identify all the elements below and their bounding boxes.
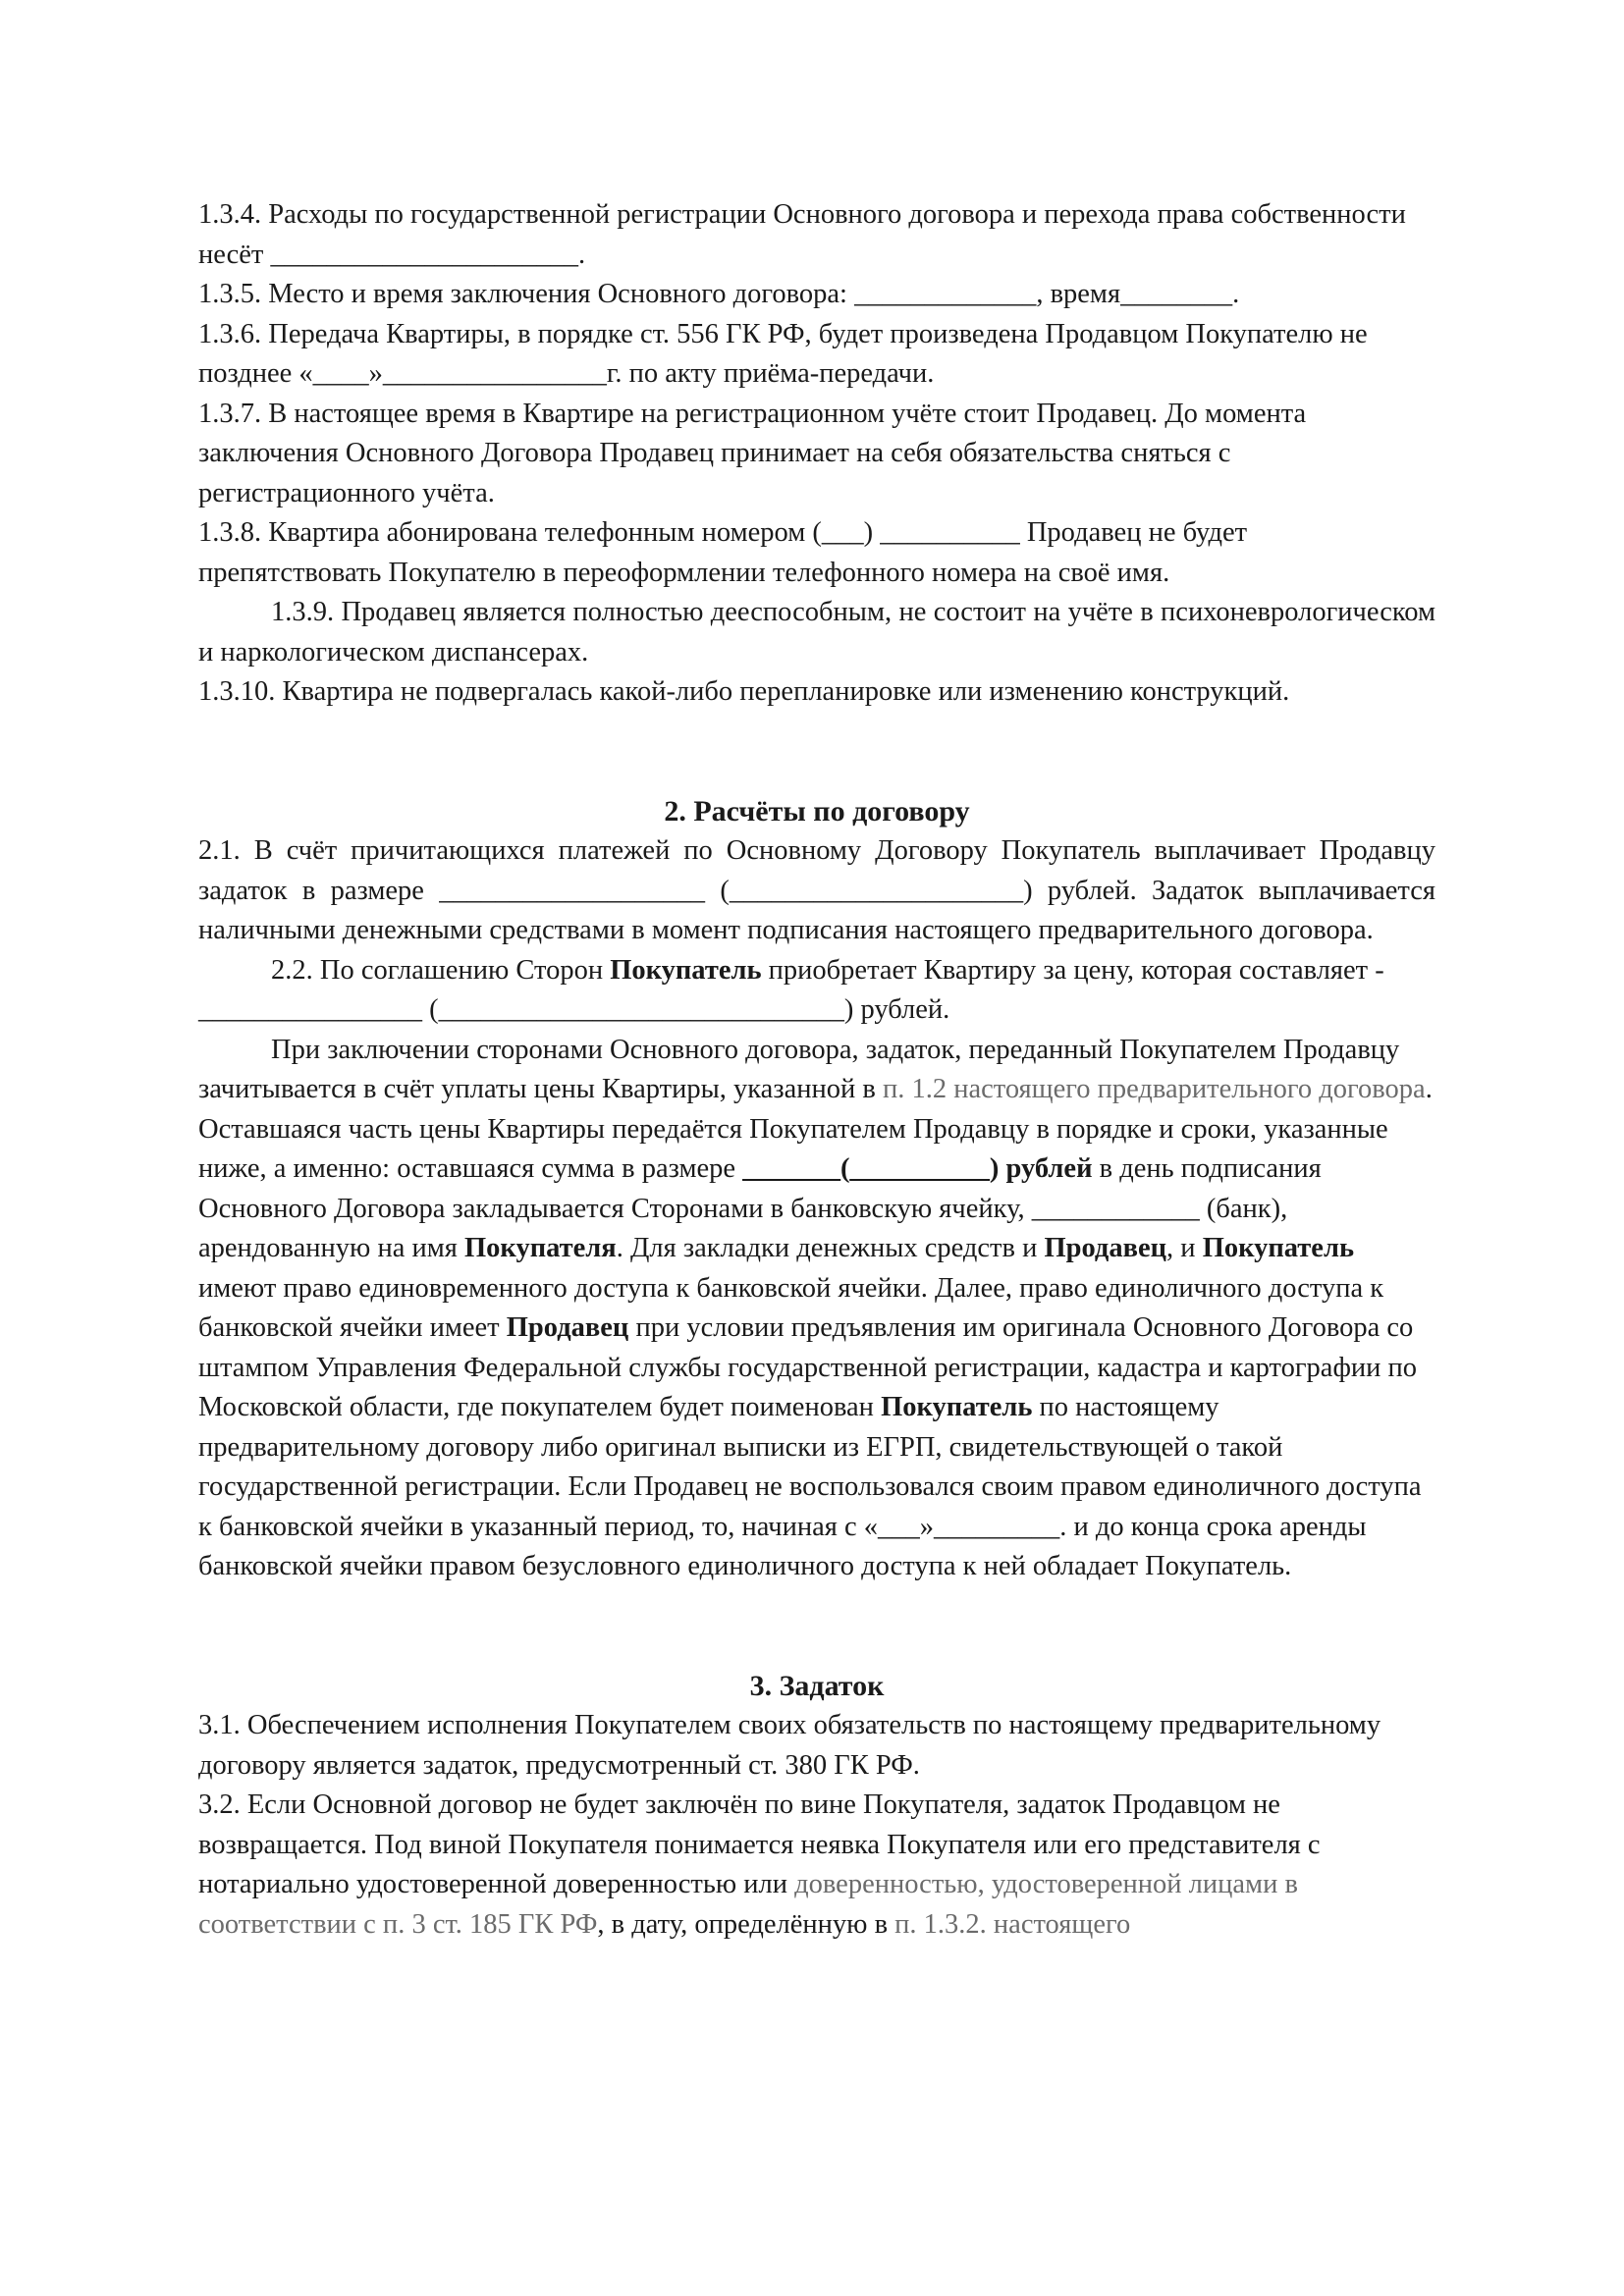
section-3-heading: 3. Задаток xyxy=(749,1669,885,1702)
clause-1-3-5: 1.3.5. Место и время заключения Основного договора: _____________, время________. xyxy=(198,279,1240,309)
clause-2-3-bold-buyer: Покупателя xyxy=(464,1233,617,1263)
clause-2-3-text-7: при условии предъявления им оригинала Основного Договора со штампом Управления Федеральной службы государственной регистрации, кадастра и картографии по Московской области, где покупателем будет поименован xyxy=(198,1312,1418,1422)
clause-3-2-text-2: , в дату, определённую в xyxy=(597,1908,895,1940)
clause-1-3-7: 1.3.7. В настоящее время в Квартире на регистрационном учёте стоит Продавец. До момента заключения Основного Договора Продавец принимает на себя обязательства сняться с регистрационного учёта. xyxy=(198,398,1307,508)
clause-1-3-4: 1.3.4. Расходы по государственной регистрации Основного договора и перехода права собственности несёт ______________________. xyxy=(198,199,1406,270)
clause-2-3-text-8: по настоящему предварительному договору либо оригинал выписки из ЕГРП, свидетельствующей о такой государственной регистрации. Если Продавец не воспользовался своим правом единоличного доступа к банковской ячейки в указанный период, то, начиная с «___»_________. и до конца срока аренды банковской ячейки правом безусловного единоличного доступа к ней обладает Покупатель. xyxy=(198,1392,1422,1581)
clause-2-2-text-1: 2.2. По соглашению Сторон xyxy=(271,954,611,986)
clause-2-3-bold-amount: _______(__________) рублей xyxy=(742,1153,1093,1184)
clause-2-2-bold-buyer: Покупатель xyxy=(610,954,762,986)
clause-1-3-9: 1.3.9. Продавец является полностью дееспособным, не состоит на учёте в психоневрологическом и наркологическом диспансерах. xyxy=(198,597,1435,667)
clause-2-3-text-2: . Оставшаяся часть цены Квартиры передаётся Покупателем Продавцу в порядке и сроки, указанные ниже, а именно: оставшаяся сумма в размере xyxy=(198,1074,1433,1184)
clause-2-3-bold-seller: Продавец xyxy=(1044,1233,1167,1263)
clause-2-1: 2.1. В счёт причитающихся платежей по Основному Договору Покупатель выплачивает Продавцу задаток в размере ___________________ (_____________________) рублей. Задаток выплачивается наличными денежными средствами в момент подписания настоящего предварительного договора. xyxy=(198,835,1435,945)
clause-3-2-reference-2: п. 1.3.2. настоящего xyxy=(894,1908,1131,1940)
clause-2-3-bold-seller-2: Продавец xyxy=(506,1312,629,1343)
clause-1-3-6: 1.3.6. Передача Квартиры, в порядке ст. 556 ГК РФ, будет произведена Продавцом Покупателю не позднее «____»________________г. по акту приёма-передачи. xyxy=(198,318,1368,389)
clause-2-3-text-1: При заключении сторонами Основного договора, задаток, переданный Покупателем Продавцу зачитывается в счёт уплаты цены Квартиры, указанной в xyxy=(198,1034,1400,1104)
clause-2-3-text-4: . Для закладки денежных средств и xyxy=(616,1233,1045,1263)
clause-2-3 xyxy=(198,1031,1435,1587)
document-body xyxy=(198,195,1435,1945)
clause-2-3-bold-buyer-2: Покупатель xyxy=(1202,1233,1355,1263)
clause-2-3-text-3: в день подписания Основного Договора закладывается Сторонами в банковскую ячейку, ____________ (банк), арендованную на имя xyxy=(198,1153,1322,1263)
clause-2-2-text-2: приобретает Квартиру за цену, которая составляет - ________________ (_____________________________) рублей. xyxy=(198,954,1384,1025)
spacer xyxy=(198,1587,1435,1667)
clause-3-1: 3.1. Обеспечением исполнения Покупателем своих обязательств по настоящему предварительному договору является задаток, предусмотренный ст. 380 ГК РФ. xyxy=(198,1710,1381,1781)
spacer xyxy=(198,713,1435,792)
clause-3-2-text-1: 3.2. Если Основной договор не будет заключён по вине Покупателя, задаток Продавцом не возвращается. Под виной Покупателя понимается неявка Покупателя или его представителя с нотариально удостоверенной доверенностью или xyxy=(198,1789,1321,1899)
clause-2-2 xyxy=(198,951,1435,1031)
clause-1-3-8: 1.3.8. Квартира абонирована телефонным номером (___) __________ Продавец не будет препятствовать Покупателю в переоформлении телефонного номера на своё имя. xyxy=(198,517,1248,588)
clause-2-3-text-6: имеют право единовременного доступа к банковской ячейки. Далее, право единоличного доступа к банковской ячейки имеет xyxy=(198,1272,1384,1343)
clause-1-3-10: 1.3.10. Квартира не подвергалась какой-либо перепланировке или изменению конструкций. xyxy=(198,676,1290,707)
clause-2-3-reference: п. 1.2 настоящего предварительного договора xyxy=(882,1074,1426,1104)
clause-2-3-bold-buyer-3: Покупатель xyxy=(881,1392,1033,1422)
clause-3-2 xyxy=(198,1786,1435,1945)
clause-2-3-text-5: , и xyxy=(1166,1233,1203,1263)
clause-3-2-reference-1: доверенностью, удостоверенной лицами в соответствии с п. 3 ст. 185 ГК РФ xyxy=(198,1869,1298,1940)
section-2-heading: 2. Расчёты по договору xyxy=(664,794,970,828)
